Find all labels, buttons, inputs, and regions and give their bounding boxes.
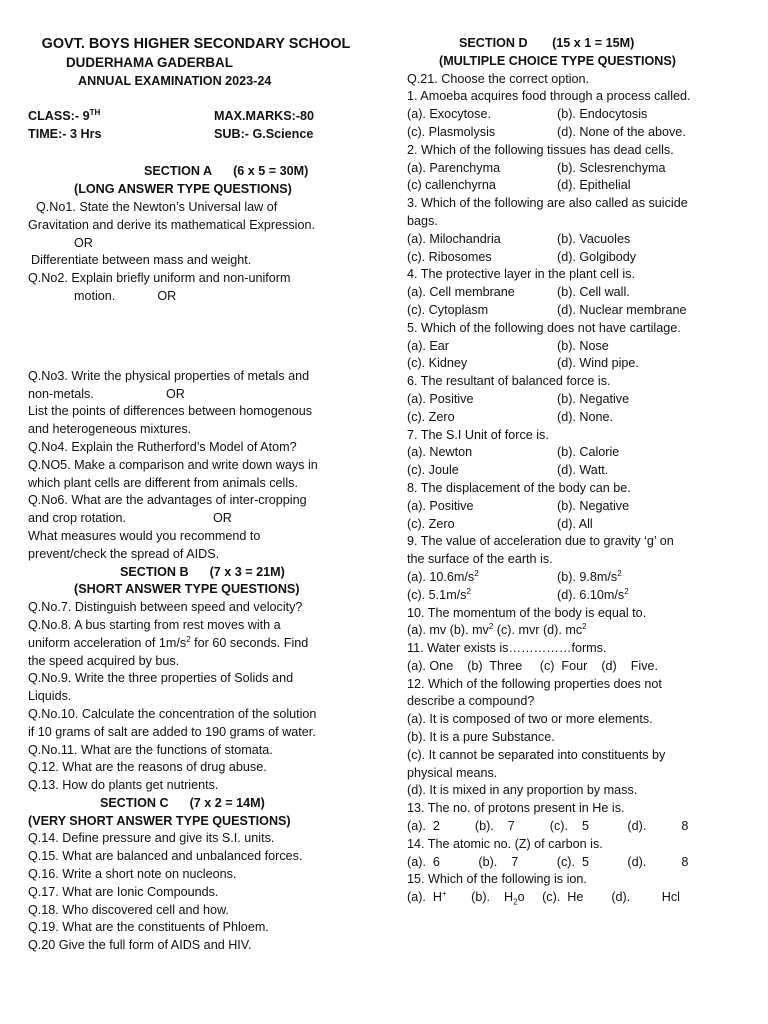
question-5-cont: which plant cells are different from animals cells. [28,475,298,490]
question-3-alt: List the points of differences between homogenous [28,404,313,419]
mcq-1-options-ab [407,106,745,124]
question-8-cont [28,635,364,653]
question-9-cont: Liquids. [28,689,72,704]
mcq-3-option-d: (d). Golgibody [557,249,637,264]
section-a-title [28,163,364,181]
mcq-12: 12. Which of the following properties does not [407,676,662,691]
mcq-5-option-b: (b). Nose [557,338,609,353]
mcq-7-options-ab [407,444,745,462]
section-d-marks: (15 x 1 = 15M) [552,36,635,50]
mcq-7-option-a: (a). Newton [407,445,473,460]
mcq-1-option-b: (b). Endocytosis [557,107,648,122]
question-15: Q.15. What are balanced and unbalanced forces. [28,849,303,864]
question-20: Q.20 Give the full form of AIDS and HIV. [28,938,252,953]
question-6-alt: What measures would you recommend to [28,528,261,543]
question-12: Q.12. What are the reasons of drug abuse. [28,760,267,775]
mcq-7-option-c: (c). Joule [407,463,459,478]
question-8-text-2: for 60 seconds. Find [190,635,309,650]
mcq-5: 5. Which of the following does not have cartilage. [407,320,681,335]
mcq-2: 2. Which of the following tissues has dead cells. [407,142,674,157]
mcq-14-options: (a). 6 (b). 7 (c). 5 (d). 8 [407,854,689,869]
class-label: CLASS:- 9 [28,108,90,123]
mcq-3-options-ab [407,231,745,249]
squared-sup: 2 [474,568,479,578]
mcq-15-option-cd: o (c). He (d). Hcl [517,890,680,905]
mcq-10: 10. The momentum of the body is equal to. [407,605,647,620]
question-2-or: OR [157,288,177,303]
question-6-alt-cont: prevent/check the spread of AIDS. [28,546,220,561]
mcq-2-option-d: (d). Epithelial [557,178,631,193]
mcq-9: 9. The value of acceleration due to gravity ‘g’ on [407,534,674,549]
mcq-4-options-cd [407,302,745,320]
subject-label: SUB:- G.Science [214,126,314,141]
question-8-cont-2: the speed acquired by bus. [28,653,180,668]
squared-sup: 2 [488,622,494,632]
mcq-6: 6. The resultant of balanced force is. [407,374,611,389]
mcq-1-option-c: (c). Plasmolysis [407,124,496,139]
mcq-12-option-b: (b). It is a pure Substance. [407,730,555,745]
mcq-10-options-b: (c). mvr (d). mc [493,623,583,638]
mcq-9-option-a [407,569,557,587]
question-9: Q.No.9. Write the three properties of Solids and [28,671,294,686]
mcq-5-option-d: (d). Wind pipe. [557,356,639,371]
mcq-6-options-ab [407,391,745,409]
mcq-2-options-cd [407,177,745,195]
section-b-name: SECTION B [120,564,189,579]
mcq-14: 14. The atomic no. (Z) of carbon is. [407,836,603,851]
section-c-name: SECTION C [100,795,169,810]
mcq-5-options-cd [407,355,745,373]
section-a-marks: (6 x 5 = 30M) [233,164,309,179]
section-b-title [28,564,364,582]
mcq-5-option-c: (c). Kidney [407,356,468,371]
mcq-7-option-b: (b). Calorie [557,445,620,460]
question-4: Q.No4. Explain the Rutherford’s Model of Atom? [28,439,297,454]
plus-sup: + [441,889,447,899]
time-label: TIME:- 3 Hrs [28,126,102,141]
question-11: Q.No.11. What are the functions of stomata. [28,742,273,757]
mcq-4-option-b: (b). Cell wall. [557,285,630,300]
question-3-alt-cont: and heterogeneous mixtures. [28,422,192,437]
mcq-9-option-b [557,569,622,587]
class-sup: TH [89,107,101,117]
mcq-9-option-d-text: (d). 6.10m/s [557,587,625,602]
mcq-10-options-a: (a). mv (b). mv [407,623,489,638]
question-3-cont [28,386,364,404]
mcq-15-options [407,889,745,907]
section-b-marks: (7 x 3 = 21M) [209,564,285,579]
section-c-marks: (7 x 2 = 14M) [189,795,265,810]
mcq-8-option-a: (a). Positive [407,498,474,513]
section-c-type: (VERY SHORT ANSWER TYPE QUESTIONS) [28,813,291,828]
mcq-4-option-c: (c). Cytoplasm [407,302,489,317]
mcq-13: 13. The no. of protons present in He is. [407,801,625,816]
time-row [28,126,364,144]
question-2-cont [28,288,364,306]
mcq-4-option-d: (d). Nuclear membrane [557,302,687,317]
question-14: Q.14. Define pressure and give its S.I. units. [28,831,275,846]
mcq-11-options: (a). One (b) Three (c) Four (d) Five. [407,658,658,673]
question-3: Q.No3. Write the physical properties of metals and [28,368,310,383]
mcq-3-option-a: (a). Milochandria [407,231,501,246]
question-1-or: OR [74,235,93,250]
question-19: Q.19. What are the constituents of Phloem. [28,920,269,935]
mcq-9-option-c [407,587,557,605]
question-6-or: OR [213,511,232,526]
mcq-9-cont: the surface of the earth is. [407,552,553,567]
school-name: GOVT. BOYS HIGHER SECONDARY SCHOOL [41,36,351,52]
section-a-type: (LONG ANSWER TYPE QUESTIONS) [74,182,292,197]
mcq-4: 4. The protective layer in the plant cell is. [407,267,635,282]
squared-sup: 2 [624,586,629,596]
question-10-cont: if 10 grams of salt are added to 190 grams of water. [28,724,316,739]
mcq-7-option-d: (d). Watt. [557,463,609,478]
squared-sup: 2 [582,622,587,632]
question-1: Q.No1. State the Newton’s Universal law of [36,199,278,214]
mcq-13-options: (a). 2 (b). 7 (c). 5 (d). 8 [407,819,689,834]
mcq-1-options-cd [407,124,745,142]
mcq-1-option-a: (a). Exocytose. [407,107,491,122]
mcq-1: 1. Amoeba acquires food through a process called. [407,89,691,104]
mcq-6-option-d: (d). None. [557,409,613,424]
left-column [28,0,364,955]
question-18: Q.18. Who discovered cell and how. [28,902,229,917]
two-sub: 2 [513,897,518,907]
question-6-cont [28,510,364,528]
question-17: Q.17. What are Ionic Compounds. [28,884,219,899]
mcq-4-option-a: (a). Cell membrane [407,285,515,300]
mcq-7: 7. The S.I Unit of force is. [407,427,549,442]
exam-title: ANNUAL EXAMINATION 2023-24 [78,73,272,88]
max-marks: MAX.MARKS:-80 [214,108,315,123]
question-5: Q.NO5. Make a comparison and write down ways in [28,457,318,472]
section-d-title [407,35,745,53]
mcq-15-option-b: (b). H [446,890,514,905]
mcq-3-option-b: (b). Vacuoles [557,231,631,246]
question-6-text: and crop rotation. [28,511,127,526]
squared-sup: 2 [466,586,471,596]
mcq-8: 8. The displacement of the body can be. [407,480,631,495]
mcq-12-option-d: (d). It is mixed in any proportion by mass. [407,783,638,798]
question-7: Q.No.7. Distinguish between speed and velocity? [28,600,303,615]
mcq-15: 15. Which of the following is ion. [407,872,587,887]
mcq-9-option-a-text: (a). 10.6m/s [407,569,475,584]
mcq-12-cont: describe a compound? [407,694,535,709]
question-8: Q.No.8. A bus starting from rest moves with a [28,617,281,632]
mcq-2-options-ab [407,160,745,178]
squared-sup: 2 [617,568,622,578]
mcq-8-option-b: (b). Negative [557,498,630,513]
mcq-9-options-cd [407,587,745,605]
mcq-2-option-a: (a). Parenchyma [407,160,501,175]
question-13: Q.13. How do plants get nutrients. [28,778,219,793]
mcq-8-option-d: (d). All [557,516,593,531]
question-3-text: non-metals. [28,386,94,401]
mcq-11: 11. Water exists is……………forms. [407,641,607,656]
mcq-12-option-a: (a). It is composed of two or more elements. [407,712,653,727]
mcq-6-option-b: (b). Negative [557,391,630,406]
question-1-alt: Differentiate between mass and weight. [31,253,252,268]
mcq-7-options-cd [407,462,745,480]
question-8-sup: 2 [186,634,191,644]
mcq-8-options-cd [407,516,745,534]
mcq-6-options-cd [407,409,745,427]
mcq-8-options-ab [407,498,745,516]
question-10: Q.No.10. Calculate the concentration of the solution [28,706,317,721]
section-d-name: SECTION D [459,36,528,50]
section-c-title [28,795,364,813]
section-a-name: SECTION A [144,164,213,179]
mcq-9-option-c-text: (c). 5.1m/s [407,587,467,602]
question-2-text: motion. [74,288,116,303]
question-2: Q.No2. Explain briefly uniform and non-uniform [28,271,291,286]
mcq-10-options [407,622,745,640]
section-d-type: (MULTIPLE CHOICE TYPE QUESTIONS) [439,53,676,68]
question-21: Q.21. Choose the correct option. [407,71,590,86]
mcq-3-options-cd [407,249,745,267]
class-row [28,108,364,126]
mcq-12-option-c-cont: physical means. [407,765,498,780]
right-column [407,0,745,907]
mcq-12-option-c: (c). It cannot be separated into constituents by [407,747,666,762]
mcq-15-option-a: (a). H [407,890,442,905]
mcq-4-options-ab [407,284,745,302]
question-6: Q.No6. What are the advantages of inter-cropping [28,493,307,508]
question-16: Q.16. Write a short note on nucleons. [28,867,237,882]
section-b-type: (SHORT ANSWER TYPE QUESTIONS) [74,582,300,597]
mcq-8-option-c: (c). Zero [407,516,455,531]
mcq-1-option-d: (d). None of the above. [557,124,686,139]
mcq-9-options-ab [407,569,745,587]
mcq-5-option-a: (a). Ear [407,338,449,353]
question-8-text: uniform acceleration of 1m/s [28,635,187,650]
question-3-or: OR [166,386,185,401]
mcq-3: 3. Which of the following are also called as suicide [407,196,688,211]
school-place: DUDERHAMA GADERBAL [66,54,233,70]
mcq-6-option-a: (a). Positive [407,391,474,406]
mcq-2-option-b: (b). Sclesrenchyma [557,160,666,175]
mcq-3-option-c: (c). Ribosomes [407,249,492,264]
mcq-2-option-c: (c) callenchyrna [407,178,496,193]
mcq-9-option-b-text: (b). 9.8m/s [557,569,618,584]
mcq-6-option-c: (c). Zero [407,409,455,424]
mcq-3-cont: bags. [407,213,438,228]
question-1-cont: Gravitation and derive its mathematical Expression. [28,217,315,232]
mcq-9-option-d [557,587,629,605]
mcq-5-options-ab [407,338,745,356]
